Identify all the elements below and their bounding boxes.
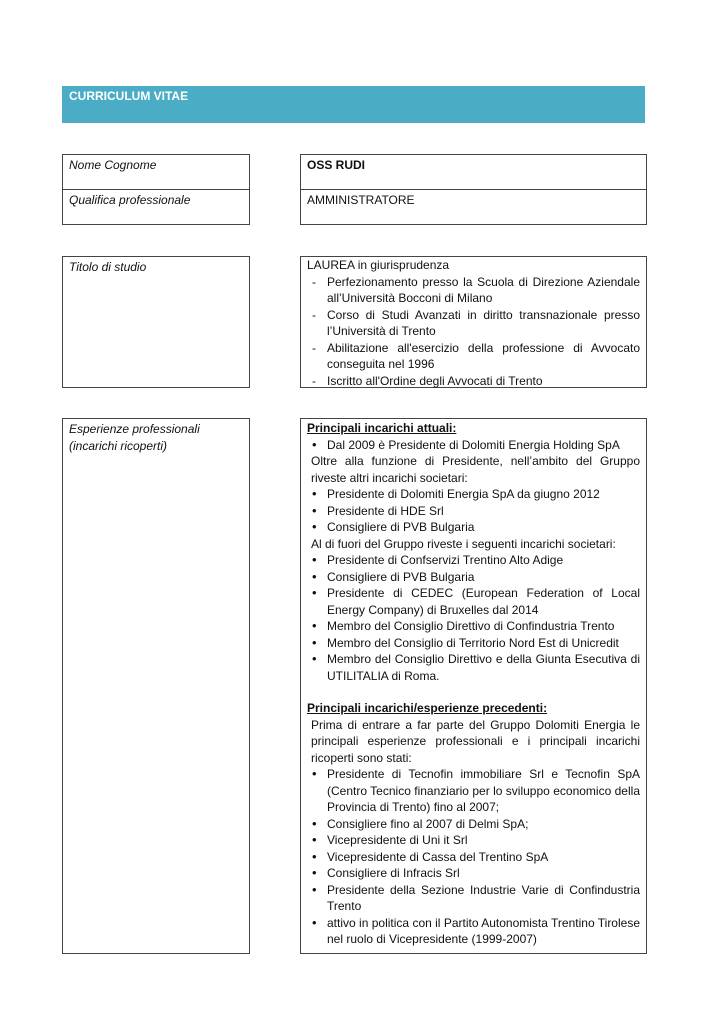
education-item: - Iscritto all'Ordine degli Avvocati di Trento <box>307 373 640 390</box>
group-item: • Presidente di HDE Srl <box>307 503 640 520</box>
previous-item: • Presidente di Tecnofin immobiliare Srl e Tecnofin SpA (Centro Tecnico finanziario per lo sviluppo economico della Provincia di Trento) fino al 2007; <box>307 766 640 816</box>
current-first-list <box>307 437 640 454</box>
group-item: • Consigliere di PVB Bulgaria <box>307 519 640 536</box>
current-heading: Principali incarichi attuali: <box>307 421 457 435</box>
name-value-cell <box>300 154 647 190</box>
outside-list <box>307 552 640 684</box>
previous-list <box>307 766 640 948</box>
group-list <box>307 486 640 536</box>
education-item: - Perfezionamento presso la Scuola di Direzione Aziendale all’Università Bocconi di Milano <box>307 274 640 307</box>
group-intro: Oltre alla funzione di Presidente, nell’ambito del Gruppo riveste altri incarichi societari: <box>311 454 640 485</box>
outside-intro: Al di fuori del Gruppo riveste i seguenti incarichi societari: <box>311 536 616 551</box>
outside-item: • Consigliere di PVB Bulgaria <box>307 569 640 586</box>
experience-value-cell <box>300 418 647 954</box>
education-item: - Corso di Studi Avanzati in diritto transnazionale presso l’Università di Trento <box>307 307 640 340</box>
previous-heading: Principali incarichi/esperienze precedenti: <box>307 701 548 715</box>
section-spacer <box>307 684 640 700</box>
cv-title: CURRICULUM VITAE <box>69 89 189 103</box>
role-label: Qualifica professionale <box>69 193 191 207</box>
experience-sublabel: (incarichi ricoperti) <box>69 438 168 453</box>
previous-item: • Vicepresidente di Uni it Srl <box>307 832 640 849</box>
education-item: - Abilitazione all'esercizio della professione di Avvocato conseguita nel 1996 <box>307 340 640 373</box>
previous-item: • Consigliere fino al 2007 di Delmi SpA; <box>307 816 640 833</box>
outside-item: • Membro del Consiglio Direttivo e della Giunta Esecutiva di UTILITALIA di Roma. <box>307 651 640 684</box>
outside-item: • Presidente di CEDEC (European Federation of Local Energy Company) di Bruxelles dal 2014 <box>307 585 640 618</box>
role-value-cell <box>300 189 647 225</box>
role-value: AMMINISTRATORE <box>307 193 415 207</box>
name-value: OSS RUDI <box>307 158 366 172</box>
role-label-cell <box>62 189 250 225</box>
previous-item: • attivo in politica con il Partito Autonomista Trentino Tirolese nel ruolo di Vicepresidente (1999-2007) <box>307 915 640 948</box>
previous-item: • Presidente della Sezione Industrie Varie di Confindustria Trento <box>307 882 640 915</box>
education-list <box>307 274 640 390</box>
education-label-cell <box>62 256 250 388</box>
education-degree: LAUREA in giurisprudenza <box>307 258 450 272</box>
outside-item: • Membro del Consiglio Direttivo di Confindustria Trento <box>307 618 640 635</box>
cv-header-bar <box>62 86 645 123</box>
previous-item: • Vicepresidente di Cassa del Trentino SpA <box>307 849 640 866</box>
outside-item: • Membro del Consiglio di Territorio Nord Est di Unicredit <box>307 635 640 652</box>
name-label: Nome Cognome <box>69 158 157 172</box>
education-value-cell <box>300 256 647 388</box>
previous-intro: Prima di entrare a far parte del Gruppo Dolomiti Energia le principali esperienze professionali e i principali incarichi ricoperti sono stati: <box>311 717 640 765</box>
experience-label: Esperienze professionali <box>69 422 200 436</box>
experience-label-cell <box>62 418 250 954</box>
outside-item: • Presidente di Confservizi Trentino Alto Adige <box>307 552 640 569</box>
education-label: Titolo di studio <box>69 260 147 274</box>
previous-item: • Consigliere di Infracis Srl <box>307 865 640 882</box>
name-label-cell <box>62 154 250 190</box>
group-item: • Presidente di Dolomiti Energia SpA da giugno 2012 <box>307 486 640 503</box>
current-item: • Dal 2009 è Presidente di Dolomiti Energia Holding SpA <box>307 437 640 454</box>
